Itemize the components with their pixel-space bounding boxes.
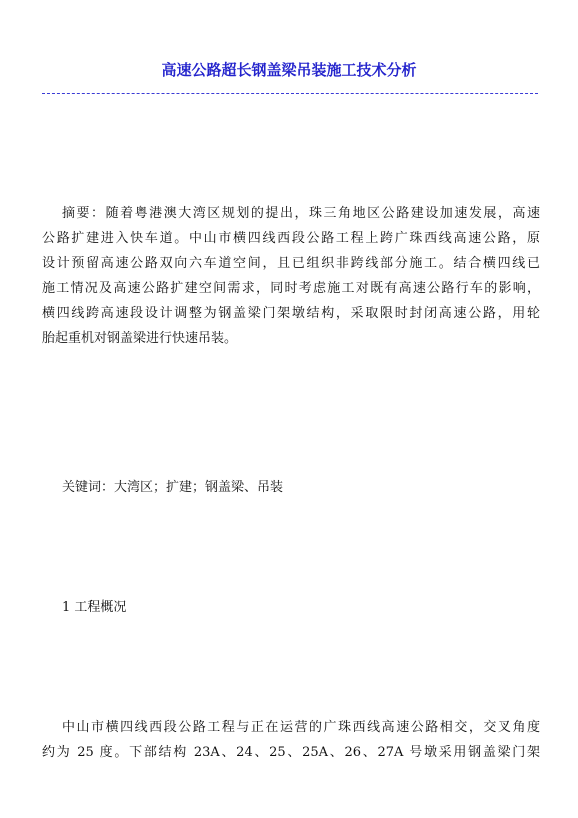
body-line: 中山市横四线西段公路工程与正在运营的广珠西线高速公路相交，交叉角度 <box>62 720 540 735</box>
abstract-line: 公路扩建进入快车道。中山市横四线西段公路工程上跨广珠西线高速公路，原 <box>42 231 540 246</box>
section-heading <box>62 595 540 620</box>
title-divider <box>42 93 538 94</box>
abstract-line: 设计预留高速公路双向六车道空间，且已组织非跨线部分施工。结合横四线已 <box>42 256 540 271</box>
body-line: 约为 25 度。下部结构 23A、24、25、25A、26、27A 号墩采用钢盖梁门架 <box>42 745 540 760</box>
abstract-paragraph <box>42 201 540 351</box>
section-heading-text: 1 工程概况 <box>62 600 127 615</box>
document-title: 高速公路超长钢盖梁吊装施工技术分析 <box>161 61 417 79</box>
abstract-line: 摘要：随着粤港澳大湾区规划的提出，珠三角地区公路建设加速发展，高速 <box>62 206 540 221</box>
abstract-line: 横四线跨高速段设计调整为钢盖梁门架墩结构，采取限时封闭高速公路，用轮 <box>42 306 540 321</box>
body-paragraph <box>42 715 540 765</box>
keywords-line: 关键词：大湾区；扩建；钢盖梁、吊装 <box>62 480 284 495</box>
abstract-line: 施工情况及高速公路扩建空间需求，同时考虑施工对既有高速公路行车的影响， <box>42 281 540 296</box>
keywords-paragraph <box>62 475 540 500</box>
abstract-line: 胎起重机对钢盖梁进行快速吊装。 <box>42 331 238 346</box>
